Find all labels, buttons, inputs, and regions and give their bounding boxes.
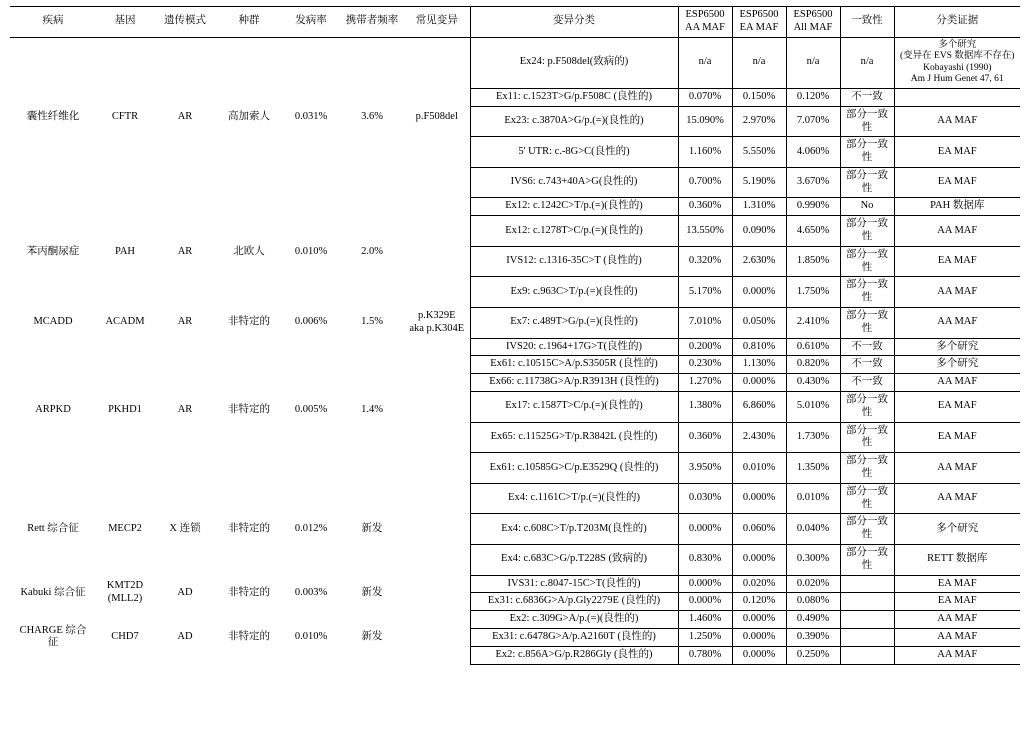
cell-ea-maf: n/a (732, 37, 786, 88)
cell-ea-maf: 1.130% (732, 356, 786, 374)
cell-classification-evidence: AA MAF (894, 308, 1020, 339)
cell-classification-evidence: RETT 数据库 (894, 545, 1020, 576)
cell-aa-maf: 0.200% (678, 338, 732, 356)
header-esp-aa-maf-line1: ESP6500 (685, 9, 725, 20)
cell-variant-classification: Ex24: p.F508del(致病的) (470, 37, 678, 88)
cell-all-maf: 7.070% (786, 106, 840, 137)
cell-classification-evidence: EA MAF (894, 593, 1020, 611)
cell-gene: MECP2 (108, 522, 142, 534)
header-gene: 基因 (96, 7, 154, 38)
cell-ea-maf: 1.310% (732, 198, 786, 216)
cell-all-maf: 0.610% (786, 338, 840, 356)
cell-population: 高加索人 (228, 111, 270, 123)
cell-all-maf: 1.730% (786, 422, 840, 453)
cell-classification-evidence: 多个研究 (894, 514, 1020, 545)
cell-aa-maf: 1.250% (678, 629, 732, 647)
cell-concordance: 不一致 (840, 356, 894, 374)
cell-ea-maf: 2.970% (732, 106, 786, 137)
cell-disease: 囊性纤维化 (26, 111, 80, 123)
cell-all-maf: 0.250% (786, 646, 840, 664)
cell-gene: CFTR (111, 111, 139, 123)
cell-population: 非特定的 (228, 586, 270, 598)
cell-variant-classification: Ex31: c.6836G>A/p.Gly2279E (良性的) (470, 593, 678, 611)
table-row (10, 575, 1020, 593)
header-esp-ea-maf-line1: ESP6500 (739, 9, 779, 20)
cell-common-variant: p.F508del (415, 111, 458, 123)
cell-ea-maf: 2.630% (732, 246, 786, 277)
cell-all-maf: 0.120% (786, 88, 840, 106)
cell-concordance: 部分一致性 (840, 137, 894, 168)
cell-aa-maf: 0.780% (678, 646, 732, 664)
cell-aa-maf: 1.270% (678, 374, 732, 392)
cell-aa-maf: 0.230% (678, 356, 732, 374)
table-row (10, 308, 1020, 339)
cell-variant-classification: Ex4: c.683C>G/p.T228S (致病的) (470, 545, 678, 576)
cell-population: 非特定的 (228, 404, 270, 416)
cell-variant-classification: Ex9: c.963C>T/p.(=)(良性的) (470, 277, 678, 308)
cell-concordance: 部分一致性 (840, 277, 894, 308)
cell-ea-maf: 5.550% (732, 137, 786, 168)
cell-carrier-frequency: 新发 (361, 586, 383, 598)
cell-concordance (840, 593, 894, 611)
cell-variant-classification: IVS31: c.8047-15C>T(良性的) (470, 575, 678, 593)
cell-concordance: 部分一致性 (840, 422, 894, 453)
cell-classification-evidence: AA MAF (894, 483, 1020, 514)
cell-inheritance: AD (177, 586, 193, 598)
cell-concordance: n/a (840, 37, 894, 88)
cell-concordance (840, 611, 894, 629)
cell-variant-classification: 5' UTR: c.-8G>C(良性的) (470, 137, 678, 168)
cell-aa-maf: n/a (678, 37, 732, 88)
table-row (10, 37, 1020, 88)
cell-concordance: 不一致 (840, 374, 894, 392)
cell-classification-evidence: EA MAF (894, 392, 1020, 423)
cell-concordance (840, 646, 894, 664)
cell-carrier-frequency: 新发 (361, 522, 383, 534)
cell-ea-maf: 0.000% (732, 277, 786, 308)
cell-disease: CHARGE 综合 征 (19, 624, 87, 649)
header-incidence: 发病率 (282, 7, 340, 38)
cell-classification-evidence: 多个研究 (894, 338, 1020, 356)
cell-disease: ARPKD (35, 404, 71, 416)
cell-concordance: 部分一致性 (840, 483, 894, 514)
cell-classification-evidence: 多个研究 (变异在 EVS 数据库不存在) Kobayashi (1990) Am J Hum Genet 47, 61 (894, 37, 1020, 88)
cell-ea-maf: 0.000% (732, 646, 786, 664)
cell-population: 北欧人 (233, 246, 265, 258)
cell-ea-maf: 0.000% (732, 483, 786, 514)
cell-incidence: 0.010% (294, 246, 328, 258)
cell-classification-evidence: AA MAF (894, 277, 1020, 308)
cell-all-maf: 0.040% (786, 514, 840, 545)
cell-concordance: 部分一致性 (840, 216, 894, 247)
cell-classification-evidence: EA MAF (894, 167, 1020, 198)
cell-classification-evidence: AA MAF (894, 453, 1020, 484)
cell-aa-maf: 13.550% (678, 216, 732, 247)
cell-classification-evidence (894, 88, 1020, 106)
cell-common-variant (404, 198, 470, 308)
cell-concordance: 不一致 (840, 88, 894, 106)
cell-all-maf: 1.350% (786, 453, 840, 484)
cell-aa-maf: 7.010% (678, 308, 732, 339)
cell-concordance: 部分一致性 (840, 392, 894, 423)
cell-incidence: 0.012% (294, 522, 328, 534)
cell-all-maf: 0.020% (786, 575, 840, 593)
cell-concordance: 部分一致性 (840, 308, 894, 339)
cell-variant-classification: Ex11: c.1523T>G/p.F508C (良性的) (470, 88, 678, 106)
cell-variant-classification: Ex2: c.856A>G/p.R286Gly (良性的) (470, 646, 678, 664)
cell-aa-maf: 0.030% (678, 483, 732, 514)
cell-concordance: 不一致 (840, 338, 894, 356)
cell-classification-evidence: EA MAF (894, 575, 1020, 593)
cell-carrier-frequency: 3.6% (361, 111, 383, 123)
cell-classification-evidence: EA MAF (894, 422, 1020, 453)
table-row (10, 611, 1020, 629)
cell-concordance (840, 629, 894, 647)
cell-disease: 苯丙酮尿症 (26, 246, 80, 258)
cell-aa-maf: 0.700% (678, 167, 732, 198)
cell-variant-classification: Ex31: c.6478G>A/p.A2160T (良性的) (470, 629, 678, 647)
cell-all-maf: 0.990% (786, 198, 840, 216)
cell-aa-maf: 0.320% (678, 246, 732, 277)
cell-classification-evidence: AA MAF (894, 629, 1020, 647)
cell-incidence: 0.010% (294, 631, 328, 642)
cell-inheritance: AR (177, 316, 193, 328)
cell-common-variant (404, 338, 470, 483)
cell-aa-maf: 0.070% (678, 88, 732, 106)
cell-ea-maf: 0.150% (732, 88, 786, 106)
cell-inheritance: AD (177, 631, 193, 642)
cell-ea-maf: 0.010% (732, 453, 786, 484)
cell-ea-maf: 0.050% (732, 308, 786, 339)
cell-variant-classification: Ex4: c.1161C>T/p.(=)(良性的) (470, 483, 678, 514)
cell-variant-classification: Ex17: c.1587T>C/p.(=)(良性的) (470, 392, 678, 423)
cell-all-maf: 4.060% (786, 137, 840, 168)
cell-concordance: 部分一致性 (840, 453, 894, 484)
cell-gene: ACADM (105, 316, 145, 328)
cell-inheritance: AR (177, 111, 193, 123)
cell-incidence: 0.006% (294, 316, 328, 328)
cell-variant-classification: Ex65: c.11525G>T/p.R3842L (良性的) (470, 422, 678, 453)
header-esp-ea-maf-line2: EA MAF (739, 21, 779, 33)
cell-classification-evidence: AA MAF (894, 611, 1020, 629)
cell-common-variant: p.K329E aka p.K304E (409, 310, 465, 334)
cell-variant-classification: IVS6: c.743+40A>G(良性的) (470, 167, 678, 198)
header-esp-all-maf-line2: All MAF (793, 21, 833, 33)
cell-inheritance: X 连锁 (169, 522, 201, 534)
cell-all-maf: 0.300% (786, 545, 840, 576)
cell-variant-classification: Ex23: c.3870A>G/p.(=)(良性的) (470, 106, 678, 137)
cell-all-maf: 4.650% (786, 216, 840, 247)
header-concordance: 一致性 (840, 7, 894, 38)
cell-gene: PAH (114, 246, 136, 258)
cell-population: 非特定的 (228, 316, 270, 328)
cell-carrier-frequency: 1.5% (361, 316, 383, 328)
cell-ea-maf: 0.000% (732, 374, 786, 392)
cell-concordance (840, 575, 894, 593)
header-common-variant: 常见变异 (404, 7, 470, 38)
cell-ea-maf: 0.020% (732, 575, 786, 593)
cell-classification-evidence: AA MAF (894, 216, 1020, 247)
cell-disease: Rett 综合征 (27, 522, 79, 534)
cell-variant-classification: Ex2: c.309G>A/p.(=)(良性的) (470, 611, 678, 629)
variant-table (10, 6, 1020, 665)
table-row (10, 338, 1020, 356)
cell-common-variant (404, 483, 470, 575)
table-row (10, 198, 1020, 216)
cell-population: 非特定的 (228, 522, 270, 534)
cell-all-maf: 2.410% (786, 308, 840, 339)
cell-variant-classification: IVS20: c.1964+17G>T(良性的) (470, 338, 678, 356)
cell-variant-classification: IVS12: c.1316-35C>T (良性的) (470, 246, 678, 277)
header-esp-aa-maf-line2: AA MAF (685, 21, 725, 33)
cell-all-maf: 0.390% (786, 629, 840, 647)
cell-variant-classification: Ex7: c.489T>G/p.(=)(良性的) (470, 308, 678, 339)
cell-disease: MCADD (33, 316, 73, 328)
cell-variant-classification: Ex66: c.11738G>A/p.R3913H (良性的) (470, 374, 678, 392)
cell-concordance: 部分一致性 (840, 545, 894, 576)
cell-variant-classification: Ex12: c.1242C>T/p.(=)(良性的) (470, 198, 678, 216)
cell-concordance: 部分一致性 (840, 514, 894, 545)
cell-all-maf: n/a (786, 37, 840, 88)
cell-concordance: 部分一致性 (840, 106, 894, 137)
cell-classification-evidence: PAH 数据库 (894, 198, 1020, 216)
cell-classification-evidence: AA MAF (894, 646, 1020, 664)
cell-ea-maf: 5.190% (732, 167, 786, 198)
header-esp-all-maf (786, 7, 840, 38)
cell-carrier-frequency: 新发 (361, 631, 383, 642)
cell-ea-maf: 0.060% (732, 514, 786, 545)
table-header (10, 7, 1020, 38)
cell-common-variant (404, 611, 470, 664)
header-carrier-frequency: 携带者频率 (340, 7, 404, 38)
cell-ea-maf: 2.430% (732, 422, 786, 453)
cell-all-maf: 0.820% (786, 356, 840, 374)
cell-aa-maf: 15.090% (678, 106, 732, 137)
cell-incidence: 0.005% (294, 404, 328, 416)
header-esp-aa-maf (678, 7, 732, 38)
header-esp-ea-maf (732, 7, 786, 38)
cell-all-maf: 1.850% (786, 246, 840, 277)
cell-ea-maf: 6.860% (732, 392, 786, 423)
header-variant-classification: 变异分类 (470, 7, 678, 38)
cell-aa-maf: 1.160% (678, 137, 732, 168)
cell-ea-maf: 0.000% (732, 545, 786, 576)
header-esp-all-maf-line1: ESP6500 (793, 9, 833, 20)
cell-variant-classification: Ex61: c.10515C>A/p.S3505R (良性的) (470, 356, 678, 374)
header-classification-evidence: 分类证据 (894, 7, 1020, 38)
cell-incidence: 0.003% (294, 586, 328, 598)
cell-aa-maf: 3.950% (678, 453, 732, 484)
cell-concordance: 部分一致性 (840, 167, 894, 198)
header-inheritance: 遗传模式 (154, 7, 216, 38)
cell-ea-maf: 0.090% (732, 216, 786, 247)
cell-gene: KMT2D (MLL2) (106, 580, 144, 604)
table-body (10, 37, 1020, 664)
cell-variant-classification: Ex12: c.1278T>C/p.(=)(良性的) (470, 216, 678, 247)
cell-incidence: 0.031% (294, 111, 328, 123)
header-disease: 疾病 (10, 7, 96, 38)
table-row (10, 483, 1020, 514)
cell-population: 非特定的 (228, 631, 270, 642)
cell-all-maf: 0.080% (786, 593, 840, 611)
cell-disease: Kabuki 综合征 (20, 586, 86, 598)
cell-classification-evidence: EA MAF (894, 246, 1020, 277)
cell-aa-maf: 5.170% (678, 277, 732, 308)
cell-inheritance: AR (177, 246, 193, 258)
cell-concordance: No (840, 198, 894, 216)
cell-all-maf: 0.010% (786, 483, 840, 514)
cell-aa-maf: 0.000% (678, 514, 732, 545)
cell-carrier-frequency: 1.4% (361, 404, 383, 416)
cell-all-maf: 3.670% (786, 167, 840, 198)
cell-classification-evidence: 多个研究 (894, 356, 1020, 374)
cell-gene: PKHD1 (108, 404, 142, 416)
cell-classification-evidence: AA MAF (894, 106, 1020, 137)
cell-aa-maf: 0.830% (678, 545, 732, 576)
cell-all-maf: 5.010% (786, 392, 840, 423)
cell-aa-maf: 0.000% (678, 593, 732, 611)
cell-inheritance: AR (177, 404, 193, 416)
cell-ea-maf: 0.000% (732, 611, 786, 629)
cell-ea-maf: 0.000% (732, 629, 786, 647)
cell-ea-maf: 0.120% (732, 593, 786, 611)
cell-variant-classification: Ex4: c.608C>T/p.T203M(良性的) (470, 514, 678, 545)
cell-all-maf: 0.430% (786, 374, 840, 392)
cell-ea-maf: 0.810% (732, 338, 786, 356)
header-population: 种群 (216, 7, 282, 38)
cell-aa-maf: 1.460% (678, 611, 732, 629)
cell-all-maf: 0.490% (786, 611, 840, 629)
cell-gene: CHD7 (111, 631, 139, 642)
cell-classification-evidence: AA MAF (894, 374, 1020, 392)
cell-aa-maf: 1.380% (678, 392, 732, 423)
cell-common-variant (404, 575, 470, 611)
cell-classification-evidence: EA MAF (894, 137, 1020, 168)
cell-concordance: 部分一致性 (840, 246, 894, 277)
cell-aa-maf: 0.360% (678, 198, 732, 216)
cell-carrier-frequency: 2.0% (361, 246, 383, 258)
cell-all-maf: 1.750% (786, 277, 840, 308)
cell-aa-maf: 0.000% (678, 575, 732, 593)
cell-aa-maf: 0.360% (678, 422, 732, 453)
cell-variant-classification: Ex61: c.10585G>C/p.E3529Q (良性的) (470, 453, 678, 484)
